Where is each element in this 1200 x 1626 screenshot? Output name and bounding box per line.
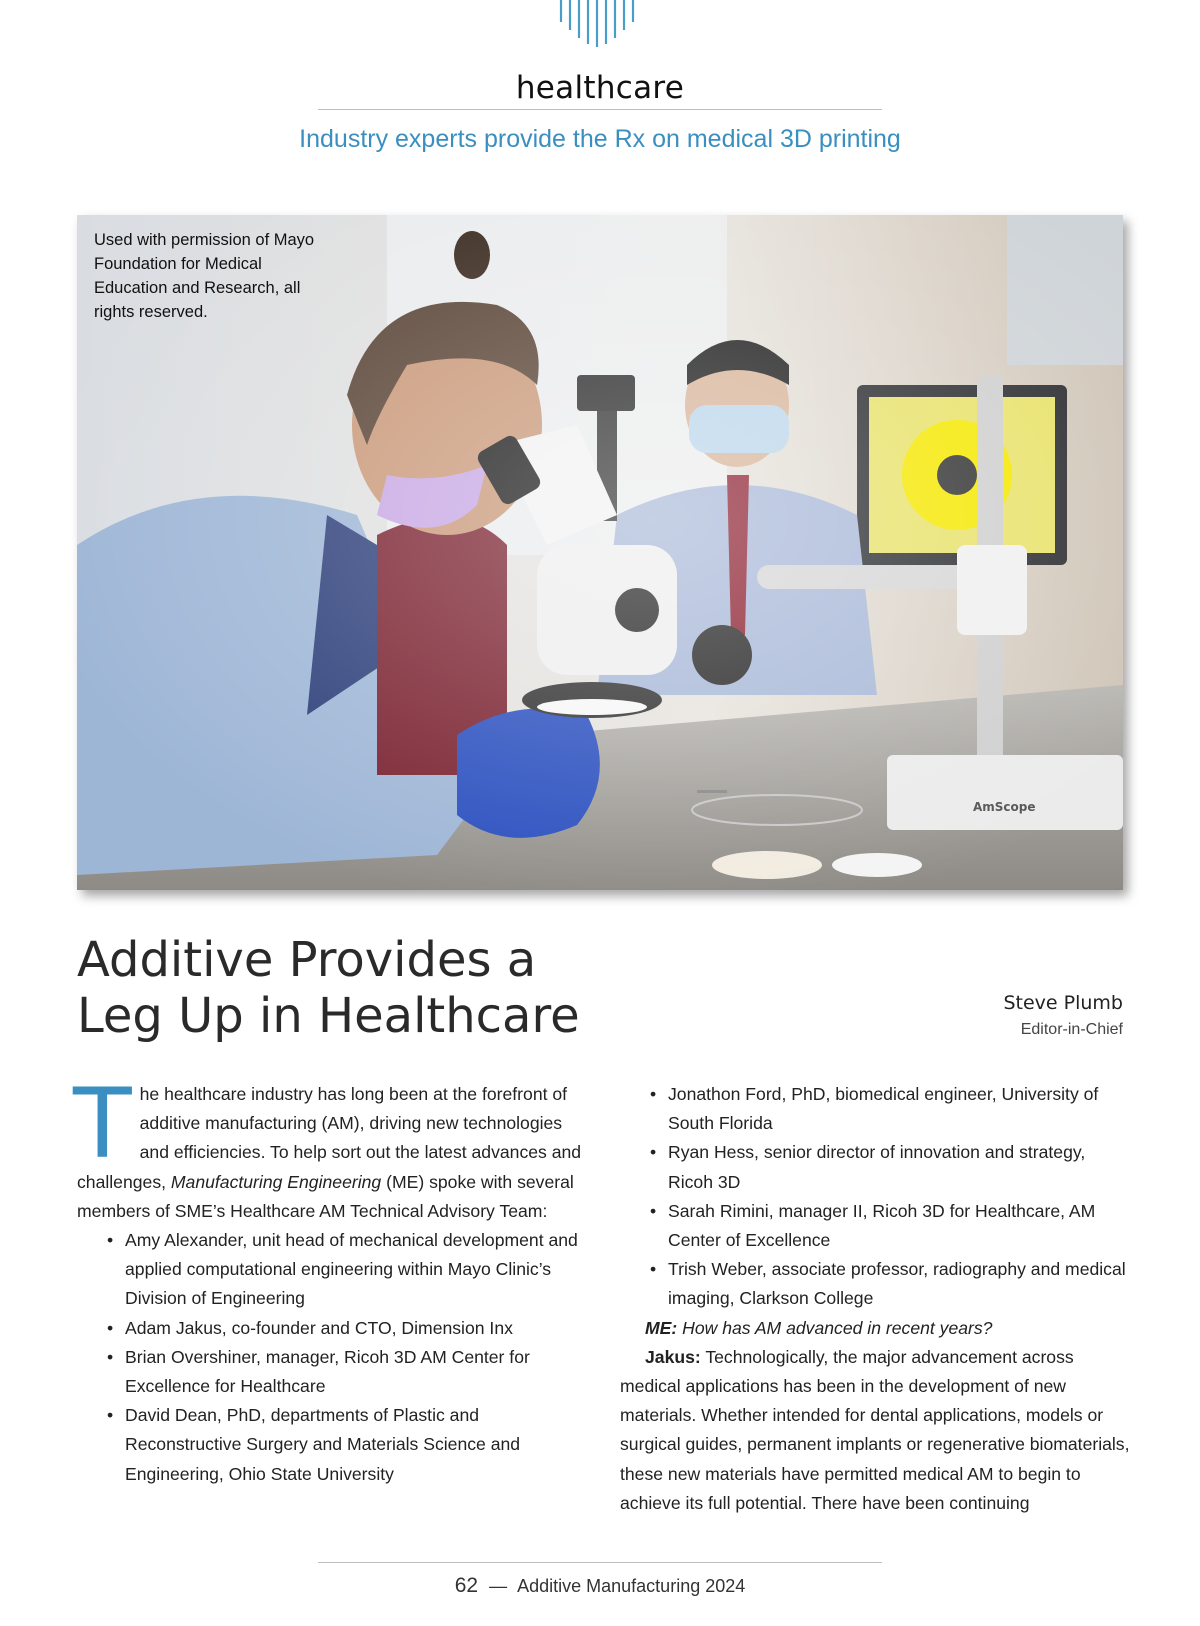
lead-photo bbox=[77, 215, 1123, 890]
page-number: 62 bbox=[454, 1574, 479, 1597]
answer-label: Jakus: bbox=[645, 1346, 701, 1367]
question-label: ME: bbox=[645, 1317, 678, 1338]
publication-name: Manufacturing Engineering bbox=[170, 1171, 382, 1192]
author-name: Steve Plumb bbox=[1003, 992, 1123, 1014]
question-text: How has AM advanced in recent years? bbox=[682, 1317, 993, 1338]
footer-separator: — bbox=[489, 1576, 508, 1596]
brand-lines-icon bbox=[556, 0, 646, 48]
list-item: • Amy Alexander, unit head of mechanical development and applied computational engineering within Mayo Clinic’s Division of Engineering bbox=[77, 1226, 587, 1314]
list-item: • Adam Jakus, co-founder and CTO, Dimension Inx bbox=[77, 1314, 587, 1343]
article-title: Additive Provides a Leg Up in Healthcare bbox=[77, 932, 580, 1044]
list-item: • David Dean, PhD, departments of Plastic and Reconstructive Surgery and Materials Science and Engineering, Ohio State University bbox=[77, 1401, 587, 1489]
intro-paragraph bbox=[73, 1068, 587, 1226]
page-footer bbox=[0, 1574, 1200, 1598]
list-item: • Ryan Hess, senior director of innovation and strategy, Ricoh 3D bbox=[620, 1138, 1130, 1196]
drop-cap: T bbox=[73, 1068, 132, 1180]
member-list-left bbox=[77, 1226, 587, 1489]
author-title: Editor-in-Chief bbox=[1020, 1021, 1123, 1038]
member-list-right bbox=[620, 1080, 1130, 1314]
article-column-right bbox=[620, 1080, 1130, 1518]
intro-tail-text: (ME) spoke with several members of SME’s Healthcare AM Technical Advisory Team: bbox=[77, 1171, 574, 1221]
intro-lead-text: he healthcare industry has long been at the forefront of additive manufacturing (AM), driving new technologies and efficiencies. To help sort out the latest advances and challenges, bbox=[77, 1084, 582, 1192]
list-item: • Trish Weber, associate professor, radiography and medical imaging, Clarkson College bbox=[620, 1255, 1130, 1313]
byline bbox=[1003, 992, 1123, 1039]
answer-paragraph bbox=[620, 1343, 1130, 1518]
list-item: • Brian Overshiner, manager, Ricoh 3D AM Center for Excellence for Healthcare bbox=[77, 1343, 587, 1401]
article-column-left bbox=[73, 1068, 587, 1489]
publication-title: Additive Manufacturing 2024 bbox=[517, 1576, 746, 1596]
list-item: • Sarah Rimini, manager II, Ricoh 3D for Healthcare, AM Center of Excellence bbox=[620, 1197, 1130, 1255]
answer-text: Technologically, the major advancement across medical applications has been in the development of new materials. Whether intended for dental applications, models or surgical guides, permanent implants or regenerative biomaterials, these new materials have permitted medical AM to begin to achieve its full potential. There have been continuing bbox=[620, 1346, 1130, 1513]
question-paragraph bbox=[620, 1314, 1130, 1343]
list-item: • Jonathon Ford, PhD, biomedical engineer, University of South Florida bbox=[620, 1080, 1130, 1138]
footer-divider bbox=[318, 1562, 882, 1563]
section-divider bbox=[318, 109, 882, 110]
section-subtitle: Industry experts provide the Rx on medical 3D printing bbox=[299, 125, 901, 153]
section-label: healthcare bbox=[515, 70, 685, 106]
photo-credit: Used with permission of Mayo Foundation for Medical Education and Research, all rights reserved. bbox=[94, 231, 315, 321]
